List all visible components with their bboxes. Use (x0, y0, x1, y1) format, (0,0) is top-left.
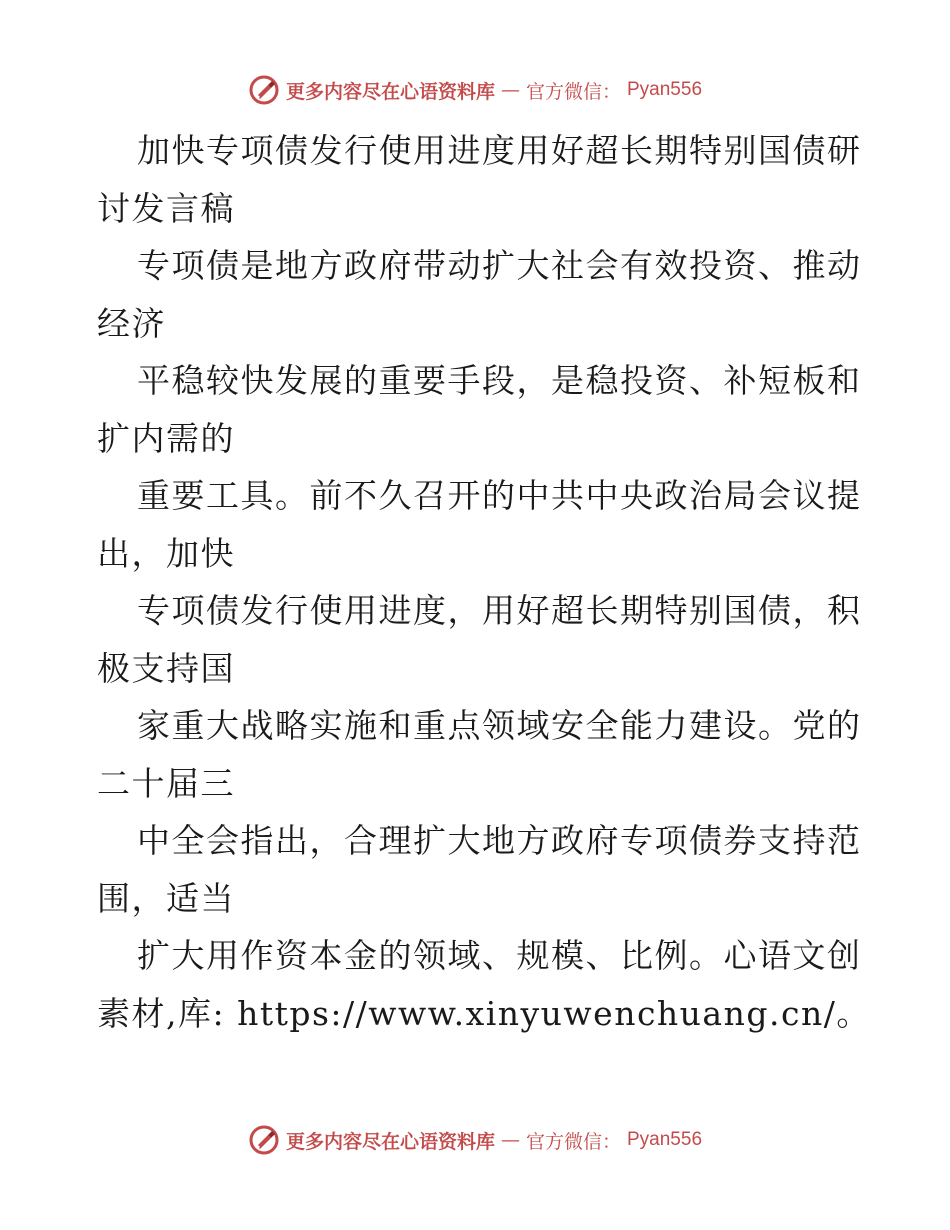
title-line-1: 加快专项债发行使用进度用好超长期特别国债研 (137, 131, 862, 170)
footer-wechat-id: Pyan556 (627, 1129, 703, 1150)
body-line: 极支持国 (97, 648, 235, 688)
pen-logo-icon (248, 1124, 280, 1156)
header-banner-separator: — (500, 79, 520, 101)
header-wechat-id: Pyan556 (627, 79, 703, 100)
body-line: 经济 (97, 303, 166, 343)
body-line: 出，加快 (97, 533, 235, 573)
header-wechat-label: 官方微信： (525, 80, 621, 103)
footer-banner-text: 更多内容尽在心语资料库 (285, 1130, 495, 1153)
header-banner-text: 更多内容尽在心语资料库 (285, 80, 495, 103)
body-line: 专项债是地方政府带动扩大社会有效投资、推动 (137, 246, 862, 285)
body-line: 重要工具。前不久召开的中共中央政治局会议提 (137, 476, 862, 515)
body-line: 围，适当 (97, 878, 235, 918)
body-line: 二十届三 (97, 763, 235, 803)
footer-banner (0, 1120, 950, 1160)
title-line-2: 讨发言稿 (97, 188, 235, 228)
body-line-with-url: 素材,库: https://www.xinyuwenchuang.cn/。 (97, 993, 871, 1033)
body-line: 扩内需的 (97, 418, 235, 458)
header-banner (0, 70, 950, 110)
document-body (97, 122, 871, 1042)
pen-logo-icon (248, 74, 280, 106)
body-line: 扩大用作资本金的领域、规模、比例。心语文创 (137, 936, 862, 975)
body-line: 中全会指出，合理扩大地方政府专项债券支持范 (137, 821, 862, 860)
footer-wechat-label: 官方微信： (525, 1130, 621, 1153)
body-line: 平稳较快发展的重要手段，是稳投资、补短板和 (137, 361, 862, 400)
footer-banner-separator: — (500, 1129, 520, 1151)
body-line: 家重大战略实施和重点领域安全能力建设。党的 (137, 706, 862, 745)
body-line: 专项债发行使用进度，用好超长期特别国债，积 (137, 591, 862, 630)
